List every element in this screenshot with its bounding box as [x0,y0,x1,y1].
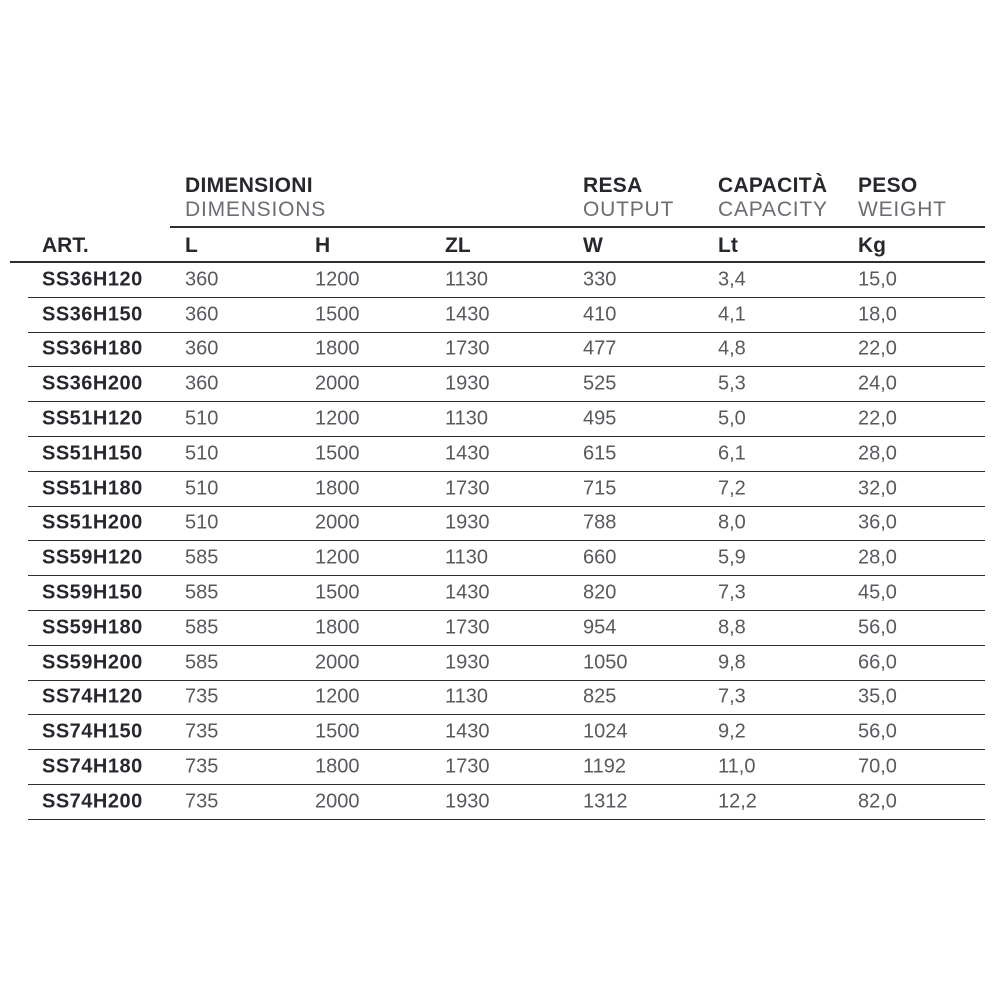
cell-w: 1192 [583,755,627,778]
cell-h: 1800 [315,477,360,500]
cell-h: 1500 [315,442,360,465]
column-header-art: ART. [42,234,89,257]
cell-h: 1200 [315,546,360,569]
cell-zl: 1430 [445,581,490,604]
cell-zl: 1930 [445,511,490,534]
cell-zl: 1730 [445,616,490,639]
cell-h: 2000 [315,511,360,534]
art-code: SS59H200 [42,651,143,674]
art-code: SS36H150 [42,303,143,326]
cell-kg: 28,0 [858,546,897,569]
cell-zl: 1430 [445,720,490,743]
cell-zl: 1730 [445,477,490,500]
cell-w: 477 [583,337,617,360]
cell-zl: 1930 [445,651,490,674]
group-header-primary: CAPACITÀ [718,174,828,197]
art-code: SS36H200 [42,372,143,395]
table-row [28,681,985,716]
cell-kg: 22,0 [858,337,897,360]
cell-l: 510 [185,442,219,465]
cell-lt: 6,1 [718,442,746,465]
group-header-secondary: CAPACITY [718,198,828,221]
cell-lt: 3,4 [718,268,746,291]
cell-h: 1200 [315,407,360,430]
cell-kg: 22,0 [858,407,897,430]
cell-w: 615 [583,442,617,465]
cell-kg: 24,0 [858,372,897,395]
cell-h: 1500 [315,581,360,604]
column-header-lt: Lt [718,234,738,257]
cell-kg: 15,0 [858,268,897,291]
cell-w: 410 [583,303,617,326]
column-header-h: H [315,234,331,257]
column-header-kg: Kg [858,234,886,257]
cell-lt: 9,8 [718,651,746,674]
group-header-primary: RESA [583,174,643,197]
table-row [28,576,985,611]
cell-h: 1500 [315,303,360,326]
cell-w: 788 [583,511,617,534]
group-header-primary: DIMENSIONI [185,174,313,197]
cell-h: 1200 [315,685,360,708]
cell-zl: 1930 [445,790,490,813]
table-row [28,785,985,820]
cell-zl: 1430 [445,442,490,465]
cell-zl: 1130 [445,407,489,430]
table-row [28,646,985,681]
group-header-primary: PESO [858,174,918,197]
table-row [28,507,985,542]
table-row [28,402,985,437]
table-row [28,298,985,333]
group-header-capacity [718,173,828,222]
table-row [28,437,985,472]
cell-lt: 12,2 [718,790,757,813]
cell-w: 1050 [583,651,628,674]
cell-zl: 1130 [445,268,489,291]
cell-zl: 1730 [445,755,490,778]
cell-l: 735 [185,720,219,743]
cell-l: 360 [185,268,219,291]
cell-w: 660 [583,546,617,569]
cell-lt: 9,2 [718,720,746,743]
cell-w: 715 [583,477,617,500]
cell-lt: 7,3 [718,581,746,604]
cell-kg: 45,0 [858,581,897,604]
cell-zl: 1130 [445,685,489,708]
column-header-l: L [185,234,198,257]
cell-zl: 1430 [445,303,490,326]
cell-kg: 35,0 [858,685,897,708]
cell-kg: 56,0 [858,616,897,639]
cell-h: 1200 [315,268,360,291]
table-row [28,715,985,750]
cell-zl: 1130 [445,546,489,569]
cell-zl: 1730 [445,337,490,360]
table-row [28,367,985,402]
art-code: SS74H150 [42,720,143,743]
cell-w: 1312 [583,790,628,813]
group-header-secondary: OUTPUT [583,198,675,221]
cell-l: 360 [185,337,219,360]
table-row [28,263,985,298]
cell-lt: 7,3 [718,685,746,708]
group-header-weight [858,173,947,222]
cell-w: 820 [583,581,617,604]
cell-l: 585 [185,651,219,674]
art-code: SS51H200 [42,511,143,534]
cell-l: 510 [185,407,219,430]
group-header-secondary: WEIGHT [858,198,947,221]
cell-lt: 5,9 [718,546,746,569]
group-header-output [583,173,674,222]
cell-h: 2000 [315,790,360,813]
cell-l: 360 [185,372,219,395]
cell-h: 1800 [315,616,360,639]
cell-w: 954 [583,616,617,639]
cell-kg: 36,0 [858,511,897,534]
cell-h: 1500 [315,720,360,743]
art-code: SS51H120 [42,407,143,430]
cell-l: 735 [185,790,219,813]
cell-lt: 4,1 [718,303,746,326]
art-code: SS36H180 [42,337,143,360]
cell-lt: 11,0 [718,755,756,778]
cell-w: 330 [583,268,617,291]
cell-kg: 82,0 [858,790,897,813]
cell-h: 1800 [315,337,360,360]
cell-l: 360 [185,303,219,326]
table-row [28,611,985,646]
cell-w: 495 [583,407,617,430]
art-code: SS74H180 [42,755,143,778]
cell-l: 510 [185,477,219,500]
cell-lt: 4,8 [718,337,746,360]
cell-lt: 8,8 [718,616,746,639]
table-row [28,541,985,576]
cell-kg: 32,0 [858,477,897,500]
cell-lt: 5,3 [718,372,746,395]
cell-w: 525 [583,372,617,395]
table-row [28,472,985,507]
cell-lt: 8,0 [718,511,746,534]
cell-h: 1800 [315,755,360,778]
group-header-dimensions [185,173,326,222]
art-code: SS51H150 [42,442,143,465]
cell-w: 825 [583,685,617,708]
cell-l: 735 [185,685,219,708]
column-header-zl: ZL [445,234,471,257]
cell-h: 2000 [315,372,360,395]
cell-lt: 7,2 [718,477,746,500]
cell-kg: 18,0 [858,303,897,326]
cell-kg: 56,0 [858,720,897,743]
cell-l: 585 [185,616,219,639]
cell-l: 585 [185,581,219,604]
cell-kg: 28,0 [858,442,897,465]
art-code: SS51H180 [42,477,143,500]
table-row [28,333,985,368]
cell-l: 510 [185,511,219,534]
column-header-w: W [583,234,603,257]
art-code: SS36H120 [42,268,143,291]
cell-h: 2000 [315,651,360,674]
group-header-secondary: DIMENSIONS [185,198,327,221]
cell-kg: 70,0 [858,755,897,778]
art-code: SS74H120 [42,685,143,708]
cell-l: 735 [185,755,219,778]
art-code: SS59H150 [42,581,143,604]
cell-kg: 66,0 [858,651,897,674]
cell-l: 585 [185,546,219,569]
cell-zl: 1930 [445,372,490,395]
cell-lt: 5,0 [718,407,746,430]
art-code: SS59H120 [42,546,143,569]
group-header-underline [170,226,985,228]
art-code: SS59H180 [42,616,143,639]
art-code: SS74H200 [42,790,143,813]
cell-w: 1024 [583,720,628,743]
table-row [28,750,985,785]
